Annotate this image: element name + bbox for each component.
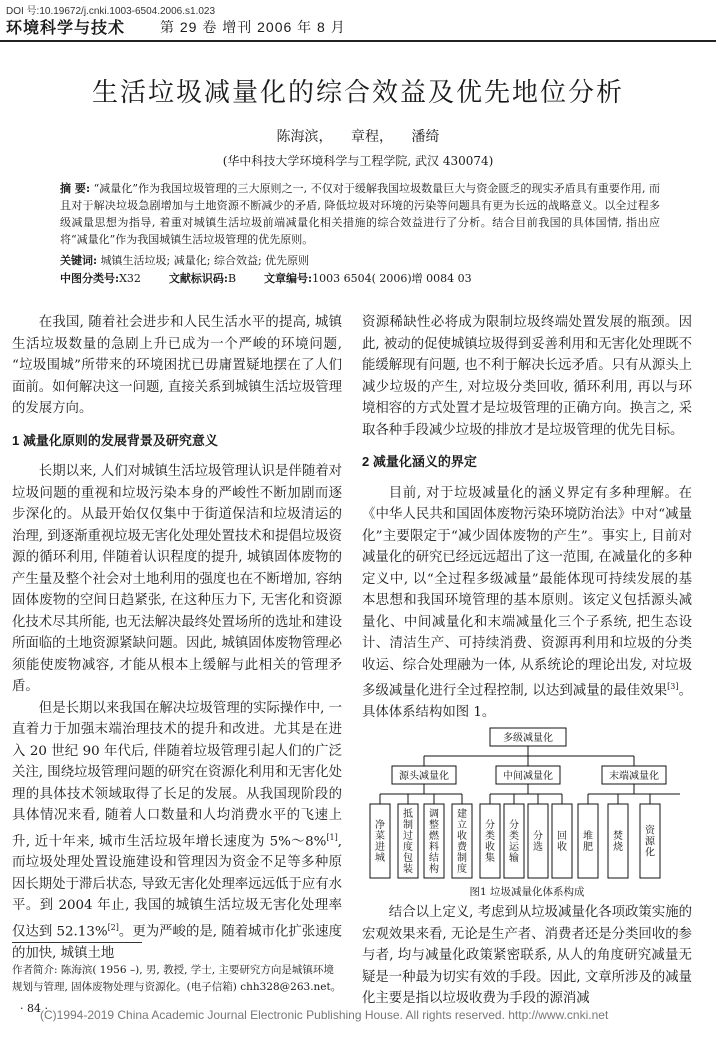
paragraph-practice (12, 698, 342, 965)
right-column (362, 312, 692, 723)
leaf-label: 调整燃料结构 (429, 809, 439, 875)
group-label-source: 源头减量化 (399, 771, 449, 782)
leaf-label: 回收 (557, 831, 567, 853)
leaf-label: 建立收费制度 (457, 809, 467, 875)
paragraph-continued: 资源稀缺性必将成为限制垃圾终端处置发展的瓶颈。因此, 被动的促使城镇垃圾得到妥善利用和无害化处理既不能缓解现有问题, 也不利于解决长远矛盾。只有从源头上减少垃圾的产生, 对垃圾分类回收, 循环利用, 再以与环境相容的方式处置才是垃圾管理的正确方向。换言之, 采取各种手段减少垃圾的排放才是垃圾管理的优先目标。 (362, 315, 692, 438)
paragraph-definition (362, 483, 692, 724)
leaf-label: 分类收集 (485, 820, 495, 864)
author-footnote: 作者简介: 陈海滨( 1956 –), 男, 教授, 学士, 主要研究方向是城镇环境规划与管理, 固体废物处理与资源化。(电子信箱) chh328@263.net。 (12, 964, 342, 993)
paragraph-definition-b: 。具体体系结构如图 1。 (362, 683, 692, 720)
articleno-label: 文章编号: (264, 272, 313, 285)
leaf-label: 焚烧 (613, 831, 623, 853)
doccode-label: 文献标识码: (168, 272, 228, 285)
doi-line: DOI 号:10.19672/j.cnki.1003-6504.2006.s1.023 (6, 6, 216, 17)
citation-1: [1] (326, 832, 338, 842)
footnote-rule (12, 942, 142, 943)
group-label-end: 末端减量化 (609, 771, 659, 782)
articleno-value: 1003 6504( 2006)增 0084 03 (312, 272, 472, 285)
author-list: 陈海滨， 章程， 潘绮 (276, 129, 440, 145)
figure-caption: 图1 垃圾减量化体系构成 (469, 886, 585, 898)
article-title: 生活垃圾减量化的综合效益及优先地位分析 (91, 78, 624, 108)
issue-info: 第 29 卷 增刊 2006 年 8 月 (160, 19, 346, 35)
paragraph-definition-a: 目前, 对于垃圾减量化的涵义界定有多种理解。在《中华人民共和国固体废物污染环境防治法》中对“减量化”主要限定于“减少固体废物的产生”。事实上, 目前对减量化的研究已经远远超出了这一范围, 在减量化的多种定义中, 以“全过程多级减量”最能体现可持续发展的基本思想和我国环境管理的基本原则。该定义包括源头减量化、中间减量化和末端减量化三个子系统, 把生态设计、清洁生产、可持续消费、资源再利用和垃圾的分类收运、综合处理融为一体, 从系统论的理论出发, 对垃圾多级减量化进行全过程控制, 以达到减量的最佳效果 (362, 485, 692, 699)
keywords (60, 252, 660, 268)
paragraph-practice-b: , 而垃圾处理处置设施建设和管理因为资金不足等多种原因长期处于滞后状态, 导致无害化处理率远远低于应有水平。到 2004 年止, 我国的城镇生活垃圾无害化处理率仅达到 52.13% (12, 833, 342, 940)
affiliation: (华中科技大学环境科学与工程学院, 武汉 430074) (222, 154, 494, 168)
section-heading-2: 2 减量化涵义的界定 (362, 454, 477, 469)
classification-line (60, 270, 660, 286)
paragraph-background: 长期以来, 人们对城镇生活垃圾管理认识是伴随着对垃圾问题的重视和垃圾污染本身的严峻性不断加剧而逐步深化的。从最开始仅仅集中于街道保洁和垃圾清运的治理, 到逐渐重视垃圾无害化处理处置技术和提倡垃圾资源的循环利用, 伴随着认识程度的提升, 城镇固体废物的产生量及整个社会对土地利用的强度也在不断增加, 容纳固体废物的空间日趋紧张, 在这种压力下, 无害化和资源化技术尽其所能, 也无法解决最终处置场所的选址和建设所面临的土地资源紧缺问题。因此, 城镇固体废物管理必须能使废物减容, 才能从根本上缓解与此相关的管理矛盾。 (12, 464, 342, 694)
abstract-text: “减量化”作为我国垃圾管理的三大原则之一, 不仅对于缓解我国垃圾数量巨大与资金匮乏的现实矛盾具有重要作用, 而且对于解决垃圾急剧增加与土地资源不断减少的矛盾, 降低垃圾对环境的污染等问题具有更为长远的战略意义。以全过程多级减量思想为指导, 着重对城镇生活垃圾前端减量化相关措施的综合效益进行了分析。结合目前我国的具体国情, 指出应将“减量化”作为我国城镇生活垃圾管理的优先原则。 (60, 182, 661, 246)
right-column-lower (362, 902, 692, 1010)
leaf-label: 抵制过度包装 (403, 809, 413, 875)
header-rule (0, 40, 716, 42)
page-number: · 84 · (20, 1002, 48, 1015)
citation-3: [3] (667, 682, 679, 691)
class-label: 中图分类号: (60, 272, 120, 285)
leaf-label: 分选 (533, 831, 543, 853)
paragraph-intro: 在我国, 随着社会进步和人民生活水平的提高, 城镇生活垃圾数量的急剧上升已成为一个严峻的环境问题, “垃圾围城”所带来的环境困扰已毋庸置疑地摆在了人们面前。如何解决这一问题, 直接关系到城镇生活垃圾管理的发展方向。 (12, 315, 342, 416)
keywords-label: 关键词: (60, 254, 98, 267)
copyright-watermark: (C)1994-2019 China Academic Journal Electronic Publishing House. All rights reserved. http://www.cnki.net (40, 1008, 609, 1022)
class-value: X32 (119, 272, 141, 285)
left-column (12, 312, 342, 964)
doccode-value: B (227, 272, 237, 285)
paragraph-scope: 结合以上定义, 考虑到从垃圾减量化各项政策实施的宏观效果来看, 无论是生产者、消费者还是分类回收的参与者, 均与减量化政策紧密联系, 从人的角度研究减量无疑是一种最为切实有效的手段。因此, 文章所涉及的减量化主要是指以垃圾收费为手段的源消减 (362, 905, 692, 1006)
journal-name: 环境科学与技术 (6, 20, 126, 37)
leaf-label: 堆肥 (583, 831, 593, 853)
paragraph-practice-c: 。更为严峻的是, 随着城市化扩张速度的加快, 城镇土地 (12, 924, 342, 961)
keywords-text: 城镇生活垃圾; 减量化; 综合效益; 优先原则 (100, 254, 310, 267)
citation-2: [2] (107, 922, 119, 932)
abstract-label: 摘 要: (60, 182, 91, 195)
leaf-label: 净菜进城 (375, 820, 385, 864)
abstract (60, 180, 660, 248)
reduction-system-diagram (362, 722, 692, 882)
leaf-label: 分类运输 (509, 820, 519, 864)
section-heading-1: 1 减量化原则的发展背景及研究意义 (12, 432, 218, 448)
paragraph-practice-a: 但是长期以来我国在解决垃圾管理的实际操作中, 一直着力于加强末端治理技术的提升和改进。尤其是在进入 20 世纪 90 年代后, 伴随着垃圾管理引起人们的广泛关注, 围绕垃圾管理问题的研究在资源化利用和无害化处理的具体技术领域取得了长足的发展。从我国现阶段的具体情况来看, 随着人口数量和人均消费水平的飞速上升, 近十年来, 城市生活垃圾年增长速度为 5%～8% (12, 700, 342, 849)
leaf-label: 资源化 (645, 825, 655, 859)
group-label-middle: 中间减量化 (503, 771, 553, 782)
root-label: 多级减量化 (503, 733, 553, 744)
